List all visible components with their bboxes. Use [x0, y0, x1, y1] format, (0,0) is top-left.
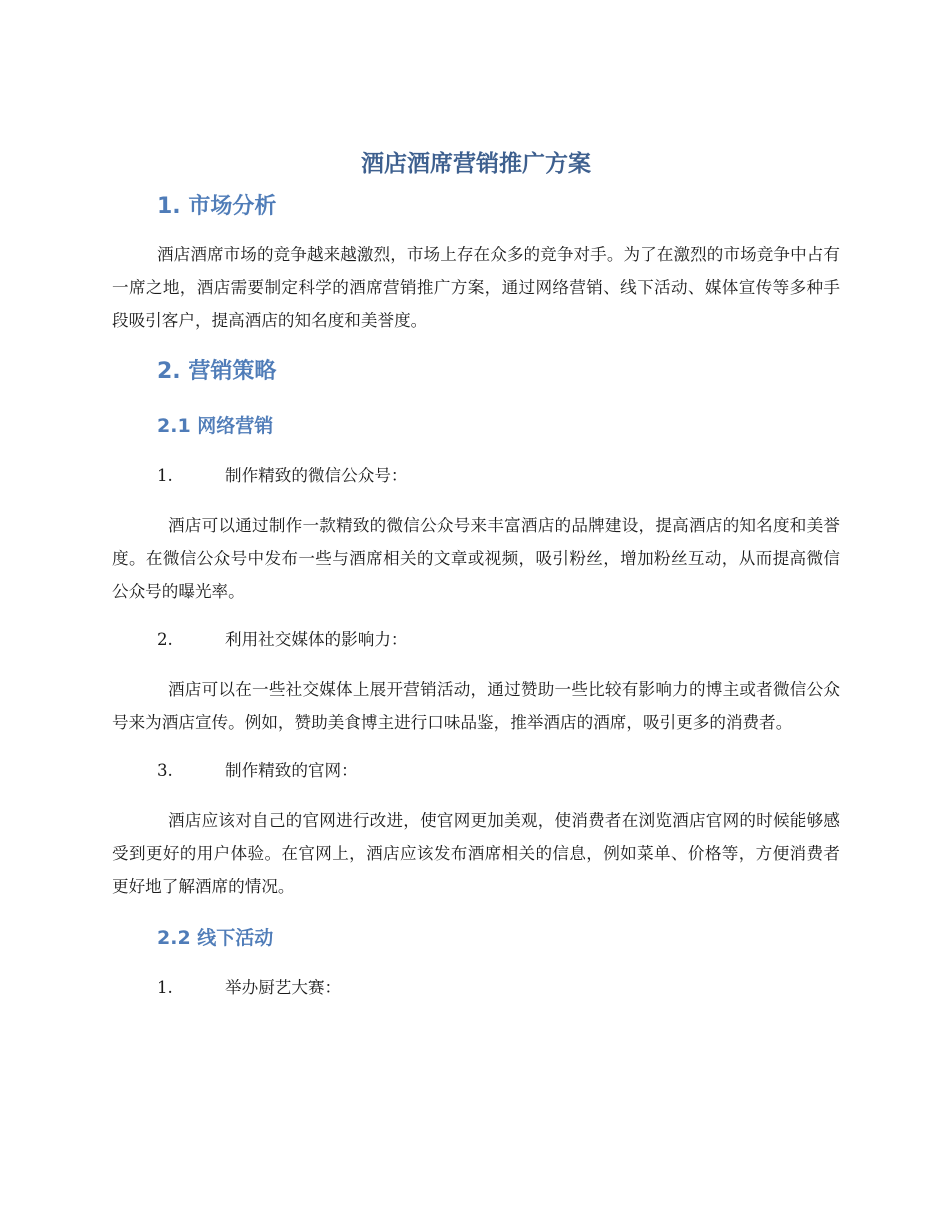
subsection-heading-online-marketing: 2.1 网络营销 [157, 415, 274, 437]
paragraph-market-analysis: 酒店酒席市场的竞争越来越激烈，市场上存在众多的竞争对手。为了在激烈的市场竞争中占有一席之地，酒店需要制定科学的酒席营销推广方案，通过网络营销、线下活动、媒体宣传等多种手段吸引客户，提高酒店的知名度和美誉度。 [112, 245, 840, 330]
document-title: 酒店酒席营销推广方案 [361, 151, 591, 177]
list-number: 1. [157, 978, 173, 997]
list-item-wechat [157, 461, 840, 491]
list-item-social-media [157, 625, 840, 655]
section-heading-market-analysis: 1. 市场分析 [157, 194, 277, 219]
paragraph-wechat: 酒店可以通过制作一款精致的微信公众号来丰富酒店的品牌建设，提高酒店的知名度和美誉度。在微信公众号中发布一些与酒席相关的文章或视频，吸引粉丝，增加粉丝互动，从而提高微信公众号的曝光率。 [112, 516, 840, 601]
list-item-title: 利用社交媒体的影响力： [225, 630, 408, 649]
list-item-title: 制作精致的官网： [225, 761, 358, 780]
paragraph-social-media: 酒店可以在一些社交媒体上展开营销活动，通过赞助一些比较有影响力的博主或者微信公众号来为酒店宣传。例如，赞助美食博主进行口味品鉴，推举酒店的酒席，吸引更多的消费者。 [112, 680, 840, 732]
list-item-website [157, 756, 840, 786]
paragraph-website: 酒店应该对自己的官网进行改进，使官网更加美观，使消费者在浏览酒店官网的时候能够感受到更好的用户体验。在官网上，酒店应该发布酒席相关的信息，例如菜单、价格等，方便消费者更好地了解酒席的情况。 [112, 811, 840, 896]
list-item-cooking-contest [157, 973, 840, 1003]
document-page [112, 146, 840, 1003]
subsection-heading-offline-activities: 2.2 线下活动 [157, 927, 274, 949]
section-heading-marketing-strategy: 2. 营销策略 [157, 359, 277, 384]
list-number: 3. [157, 761, 173, 780]
list-item-title: 举办厨艺大赛： [225, 978, 342, 997]
list-number: 1. [157, 466, 173, 485]
list-item-title: 制作精致的微信公众号： [225, 466, 408, 485]
list-number: 2. [157, 630, 173, 649]
